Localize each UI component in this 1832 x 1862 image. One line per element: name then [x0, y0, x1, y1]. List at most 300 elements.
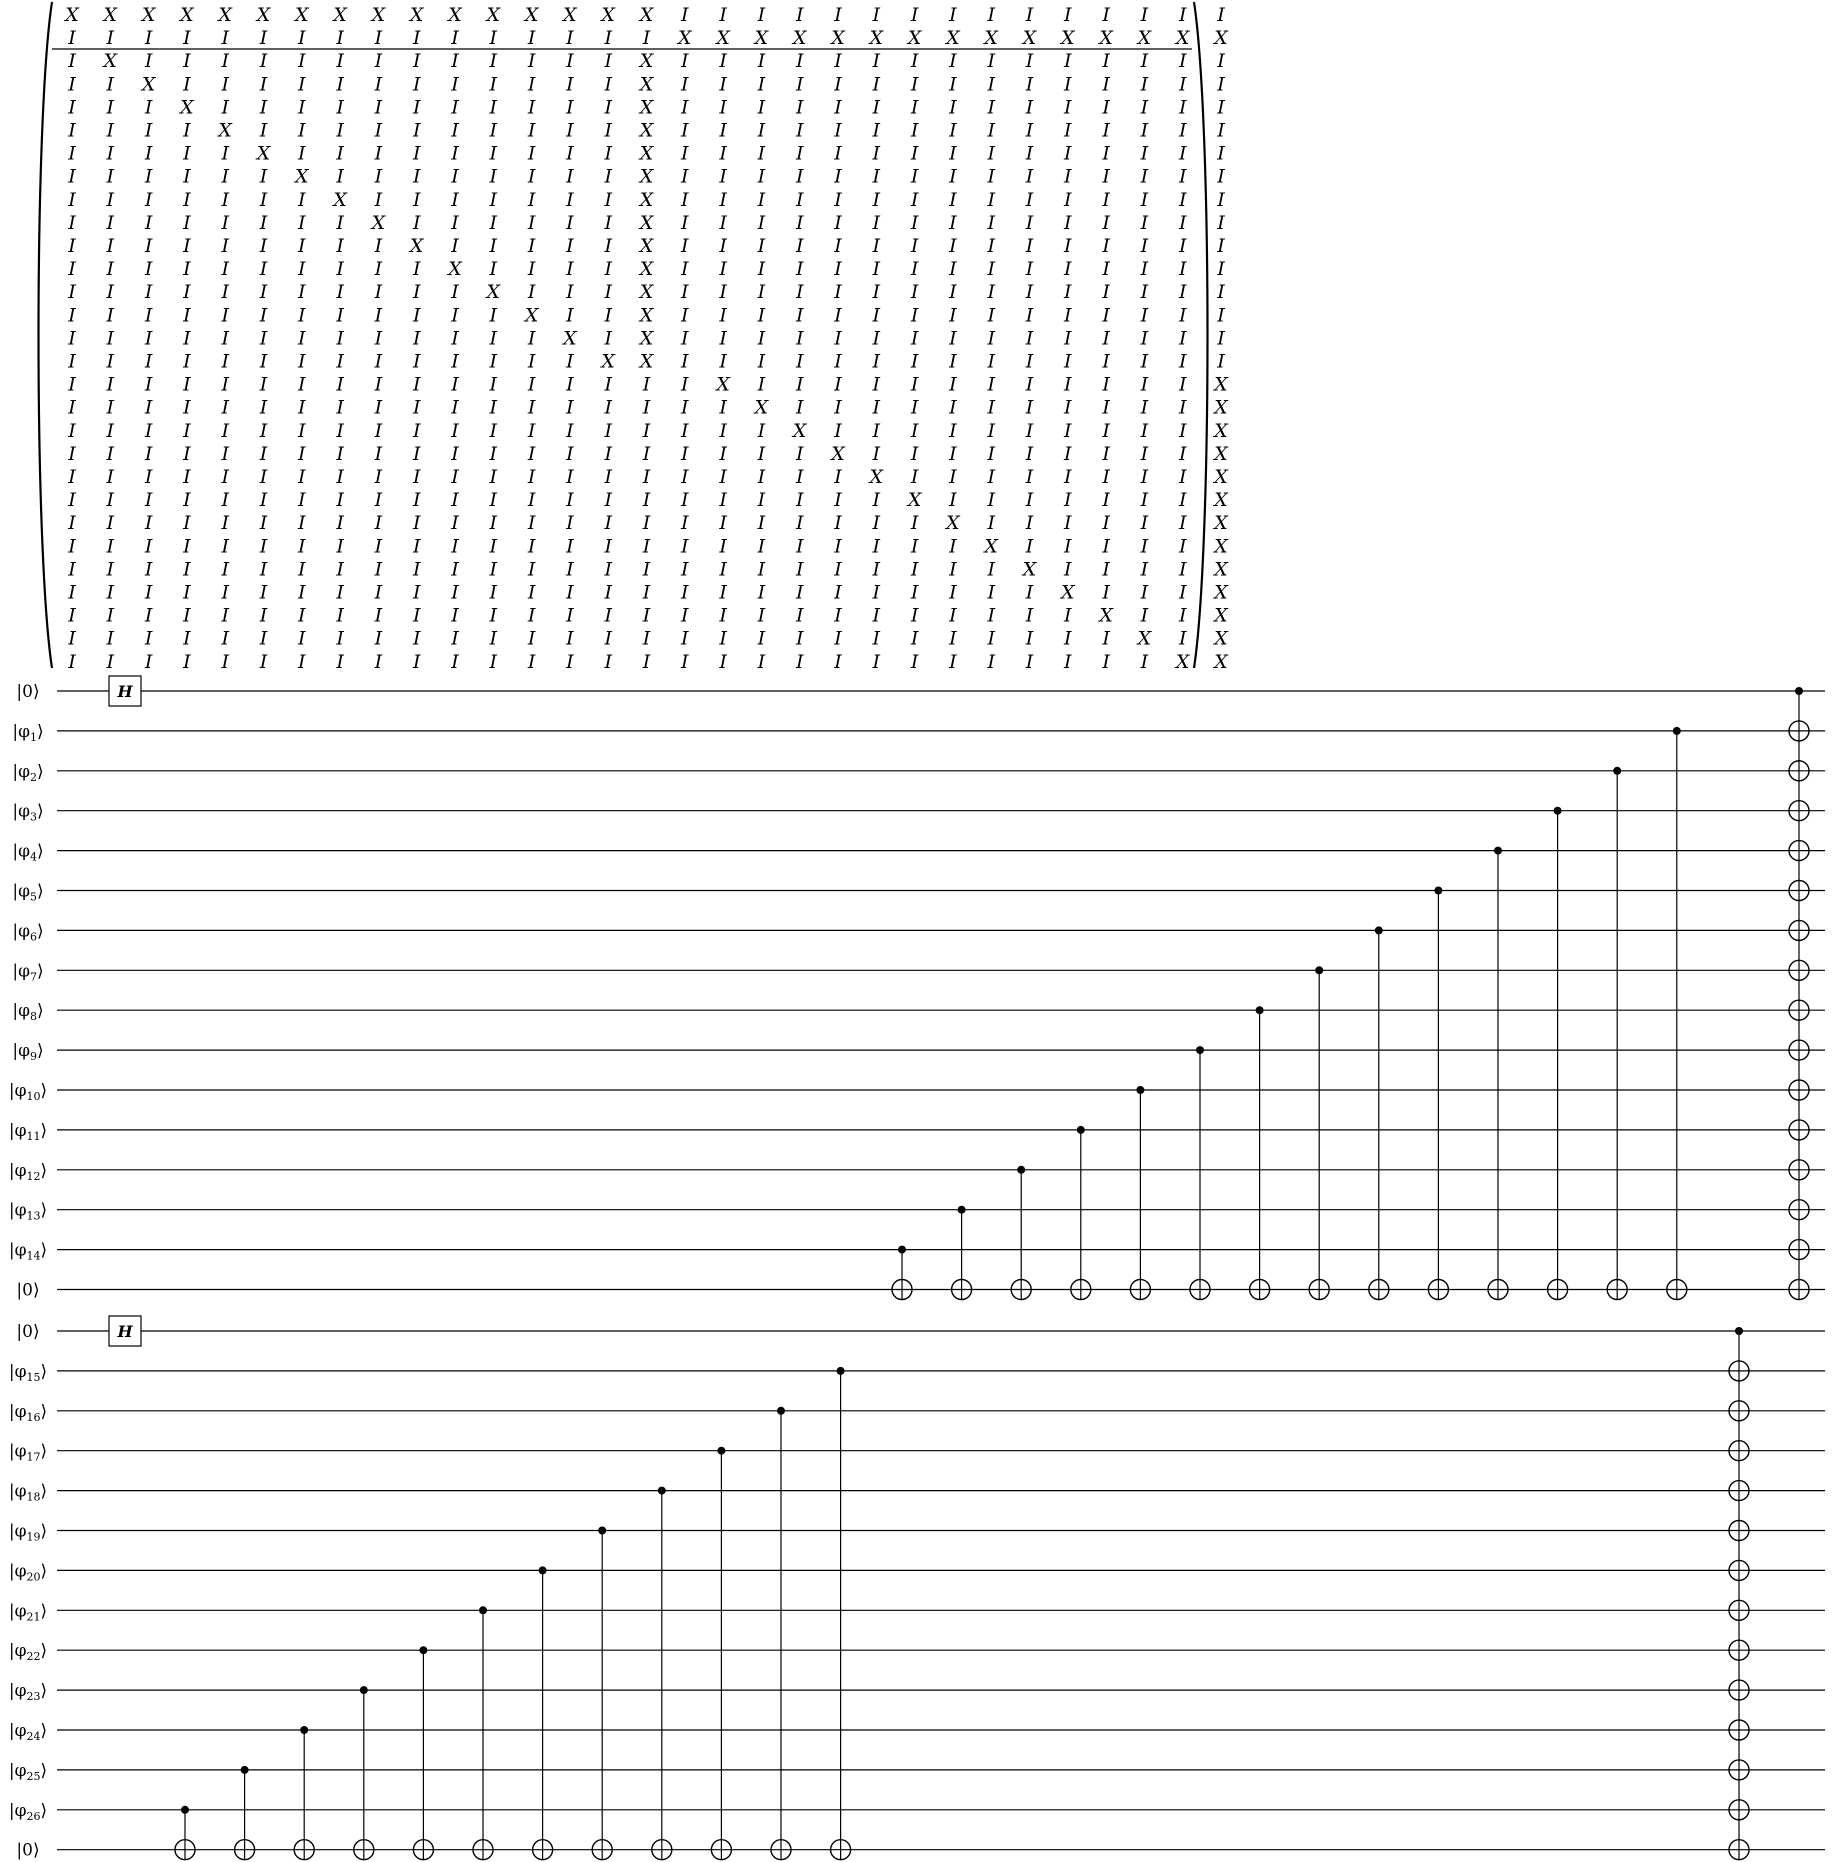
- matrix-cell: I: [681, 235, 689, 257]
- matrix-cell: I: [987, 604, 995, 627]
- control-dot: [1136, 1086, 1144, 1094]
- target-oplus: [1428, 1280, 1448, 1300]
- matrix-cell: I: [451, 211, 459, 234]
- matrix-cell: I: [336, 281, 344, 304]
- matrix-cell: I: [757, 650, 766, 673]
- matrix-cell: I: [987, 235, 995, 257]
- matrix-cell: I: [1140, 558, 1149, 581]
- matrix-cell: I: [527, 535, 536, 558]
- matrix-cell: I: [183, 188, 191, 211]
- matrix-cell: I: [68, 558, 76, 581]
- matrix-cell: I: [183, 235, 191, 257]
- matrix-cell: I: [412, 535, 421, 558]
- matrix-cell: I: [719, 535, 727, 558]
- matrix-cell: I: [1178, 604, 1187, 627]
- matrix-cell: I: [451, 558, 459, 581]
- target-oplus: [1789, 841, 1809, 861]
- qubit-label: $|\varphi_{24}⟩$: [8, 1721, 48, 1743]
- matrix-cell: X: [907, 489, 922, 512]
- matrix-cell: X: [65, 4, 79, 26]
- qubit-label: |0⟩: [16, 1280, 40, 1301]
- matrix-cell: I: [566, 396, 574, 419]
- matrix-cell: I: [795, 119, 804, 142]
- matrix-cell: I: [757, 96, 766, 119]
- matrix-cell: I: [221, 558, 229, 581]
- matrix-cell: I: [451, 27, 459, 50]
- matrix-cell: I: [298, 489, 306, 512]
- matrix-cell: I: [795, 4, 804, 26]
- target-oplus: [1729, 1481, 1749, 1501]
- matrix-cell: I: [183, 627, 191, 650]
- matrix-cell: I: [451, 96, 459, 119]
- matrix-cell: I: [183, 211, 191, 234]
- matrix-cell: X: [371, 4, 386, 26]
- matrix-cell: I: [757, 604, 766, 627]
- matrix-cell: I: [106, 604, 115, 627]
- matrix-cell: I: [834, 211, 842, 234]
- matrix-cell: I: [834, 188, 842, 211]
- matrix-cell: I: [68, 165, 76, 188]
- cnot-gate: [892, 1246, 912, 1300]
- matrix-cell: I: [144, 96, 153, 119]
- matrix-cell: I: [1025, 442, 1034, 465]
- matrix-cell: I: [527, 466, 536, 488]
- matrix-cell: I: [451, 373, 459, 396]
- matrix-cell: I: [719, 165, 727, 188]
- matrix-cell: I: [834, 581, 842, 604]
- matrix-cell: I: [949, 558, 957, 581]
- matrix-cell: I: [106, 558, 115, 581]
- matrix-cell: I: [489, 512, 498, 535]
- matrix-cell: I: [374, 327, 383, 350]
- matrix-cell: I: [412, 119, 421, 142]
- matrix-cell: I: [757, 350, 766, 373]
- matrix-cell: I: [757, 558, 766, 581]
- matrix-cell: I: [987, 327, 995, 350]
- matrix-cell: I: [1025, 188, 1034, 211]
- matrix-cell: I: [259, 581, 268, 604]
- matrix-cell: I: [489, 442, 498, 465]
- matrix-cell: I: [757, 50, 766, 73]
- qubit-label: |0⟩: [16, 682, 40, 702]
- matrix-cell: X: [333, 188, 347, 211]
- matrix-cell: I: [68, 604, 76, 627]
- matrix-cell: X: [1137, 27, 1152, 50]
- matrix-cell: I: [144, 558, 153, 581]
- cnot-gate: [235, 1766, 255, 1860]
- cnot-gate: [711, 1447, 731, 1860]
- control-dot: [1196, 1046, 1204, 1054]
- matrix-cell: I: [604, 558, 612, 581]
- matrix-cell: I: [910, 50, 919, 73]
- matrix-cell: I: [1025, 165, 1034, 188]
- matrix-cell: X: [1214, 373, 1228, 396]
- matrix-cell: I: [566, 512, 574, 535]
- matrix-cell: I: [566, 350, 574, 373]
- matrix-cell: I: [183, 258, 191, 281]
- target-oplus: [592, 1840, 612, 1860]
- matrix-cell: I: [259, 535, 268, 558]
- matrix-cell: I: [1025, 650, 1034, 673]
- matrix-cell: I: [1140, 4, 1149, 26]
- matrix-cell: I: [221, 327, 229, 350]
- cnot-gate: [1428, 887, 1448, 1300]
- matrix-cell: I: [451, 50, 459, 73]
- matrix-cell: I: [910, 235, 919, 257]
- qubit-label: $|\varphi_1⟩$: [12, 721, 44, 744]
- matrix-cell: I: [987, 558, 995, 581]
- matrix-cell: I: [1025, 281, 1034, 304]
- matrix-cell: I: [795, 304, 804, 327]
- matrix-cell: I: [527, 489, 536, 512]
- matrix-cell: I: [1140, 165, 1149, 188]
- target-oplus: [413, 1840, 433, 1860]
- matrix-cell: I: [1064, 442, 1072, 465]
- matrix-cell: I: [144, 188, 153, 211]
- control-dot: [300, 1726, 308, 1734]
- matrix-cell: I: [949, 466, 957, 488]
- matrix-cell: I: [412, 50, 421, 73]
- target-oplus: [1789, 881, 1809, 901]
- matrix-cell: I: [1178, 581, 1187, 604]
- matrix-cell: I: [681, 419, 689, 442]
- matrix-cell: I: [566, 489, 574, 512]
- matrix-cell: I: [221, 304, 229, 327]
- target-oplus: [1309, 1280, 1329, 1300]
- matrix-cell: I: [374, 119, 383, 142]
- matrix-cell: I: [1025, 627, 1034, 650]
- matrix-cell: I: [795, 211, 804, 234]
- control-dot: [479, 1606, 487, 1614]
- matrix-cell: I: [987, 442, 995, 465]
- target-oplus: [1789, 801, 1809, 821]
- target-oplus: [1789, 960, 1809, 980]
- control-dot: [1256, 1006, 1264, 1014]
- matrix-cell: I: [834, 512, 842, 535]
- control-dot: [1494, 847, 1502, 855]
- matrix-cell: I: [795, 142, 804, 165]
- matrix-cell: I: [374, 512, 383, 535]
- matrix-cell: I: [527, 73, 536, 96]
- matrix-cell: I: [298, 558, 306, 581]
- matrix-cell: I: [68, 535, 76, 558]
- matrix-cell: I: [566, 281, 574, 304]
- matrix-cell: I: [221, 442, 229, 465]
- matrix-cell: I: [336, 442, 344, 465]
- matrix-cell: I: [834, 258, 842, 281]
- matrix-cell: I: [183, 512, 191, 535]
- matrix-cell: X: [1214, 650, 1228, 673]
- cnot-gate: [831, 1367, 851, 1860]
- qubit-label: |0⟩: [16, 1840, 40, 1861]
- matrix-cell: I: [987, 373, 995, 396]
- target-oplus: [831, 1840, 851, 1860]
- matrix-cell: I: [374, 650, 383, 673]
- matrix-cell: X: [639, 4, 654, 26]
- matrix-cell: I: [1102, 119, 1110, 142]
- matrix-cell: I: [144, 119, 153, 142]
- matrix-cell: I: [412, 142, 421, 165]
- matrix-cell: X: [1175, 27, 1190, 50]
- matrix-cell: I: [259, 558, 268, 581]
- matrix-cell: I: [221, 396, 229, 419]
- matrix-cell: I: [795, 650, 804, 673]
- control-dot: [1673, 727, 1681, 735]
- matrix-cell: I: [259, 373, 268, 396]
- control-dot: [1017, 1166, 1025, 1174]
- matrix-cell: I: [298, 211, 306, 234]
- control-dot: [1375, 926, 1383, 934]
- matrix-cell: I: [412, 27, 421, 50]
- matrix-cell: I: [68, 512, 76, 535]
- matrix-cell: I: [987, 466, 995, 488]
- matrix-cell: I: [489, 419, 498, 442]
- matrix-cell: I: [1178, 165, 1187, 188]
- matrix-cell: I: [298, 442, 306, 465]
- matrix-cell: I: [451, 419, 459, 442]
- matrix-cell: I: [144, 512, 153, 535]
- matrix-cell: I: [834, 650, 842, 673]
- matrix-cell: I: [1178, 558, 1187, 581]
- matrix-cell: I: [527, 512, 536, 535]
- matrix-cell: I: [604, 304, 612, 327]
- matrix-cell: I: [566, 558, 574, 581]
- matrix-cell: I: [259, 396, 268, 419]
- matrix-cell: I: [681, 281, 689, 304]
- matrix-cell: I: [987, 419, 995, 442]
- matrix-cell: I: [336, 396, 344, 419]
- matrix-cell: I: [834, 489, 842, 512]
- matrix-cell: I: [298, 419, 306, 442]
- matrix-cell: I: [1064, 211, 1072, 234]
- matrix-cell: I: [1064, 281, 1072, 304]
- matrix-cell: X: [869, 466, 884, 488]
- matrix-cell: I: [1064, 96, 1072, 119]
- matrix-cell: I: [757, 4, 766, 26]
- matrix-cell: I: [604, 419, 612, 442]
- matrix-cell: I: [527, 650, 536, 673]
- matrix-cell: X: [409, 4, 424, 26]
- target-oplus: [354, 1840, 374, 1860]
- matrix-cell: X: [639, 350, 654, 373]
- matrix-cell: I: [910, 373, 919, 396]
- matrix-cell: I: [298, 188, 306, 211]
- matrix-cell: I: [374, 281, 383, 304]
- matrix-cell: I: [489, 142, 498, 165]
- matrix-cell: X: [486, 281, 501, 304]
- matrix-cell: I: [949, 211, 957, 234]
- matrix-cell: I: [106, 281, 115, 304]
- matrix-cell: I: [374, 304, 383, 327]
- matrix-cell: I: [642, 581, 651, 604]
- matrix-cell: I: [412, 96, 421, 119]
- matrix-cell: I: [1178, 119, 1187, 142]
- matrix-cell: I: [681, 650, 689, 673]
- matrix-cell: I: [298, 535, 306, 558]
- matrix-cell: X: [295, 4, 309, 26]
- matrix-cell: I: [949, 442, 957, 465]
- matrix-cell: I: [949, 350, 957, 373]
- target-oplus: [473, 1840, 493, 1860]
- matrix-cell: X: [1175, 650, 1190, 673]
- matrix-cell: I: [68, 350, 76, 373]
- matrix-cell: I: [221, 188, 229, 211]
- matrix-cell: I: [374, 188, 383, 211]
- matrix-cell: I: [795, 512, 804, 535]
- matrix-cell: I: [489, 535, 498, 558]
- matrix-cell: I: [719, 211, 727, 234]
- matrix-cell: I: [642, 396, 651, 419]
- matrix-cell: I: [144, 304, 153, 327]
- matrix-cell: I: [834, 4, 842, 26]
- matrix-cell: I: [1064, 419, 1072, 442]
- matrix-cell: X: [218, 4, 232, 26]
- matrix-cell: I: [949, 73, 957, 96]
- matrix-cell: I: [336, 512, 344, 535]
- matrix-cell: I: [987, 489, 995, 512]
- cnot-gate: [473, 1606, 493, 1859]
- matrix-cell: I: [1102, 235, 1110, 257]
- matrix-cell: I: [1178, 350, 1187, 373]
- matrix-cell: I: [259, 350, 268, 373]
- hadamard-gate: [109, 1316, 141, 1346]
- matrix-cell: I: [451, 119, 459, 142]
- matrix-cell: I: [1140, 650, 1149, 673]
- circuit-block-1: [9, 676, 1825, 1301]
- cnot-gate: [413, 1646, 433, 1860]
- matrix-cell: I: [144, 466, 153, 488]
- matrix-cell: I: [604, 512, 612, 535]
- matrix-cell: I: [259, 188, 268, 211]
- matrix-cell: I: [1025, 512, 1034, 535]
- matrix-cell: I: [1140, 73, 1149, 96]
- control-dot: [1795, 687, 1803, 695]
- matrix-cell: X: [1022, 558, 1037, 581]
- matrix-cell: I: [757, 373, 766, 396]
- matrix-cell: I: [757, 211, 766, 234]
- matrix-cell: I: [527, 350, 536, 373]
- target-oplus: [235, 1840, 255, 1860]
- matrix-cell: I: [489, 258, 498, 281]
- matrix-cell: I: [1178, 188, 1187, 211]
- qubit-label: $|\varphi_3⟩$: [12, 801, 44, 824]
- matrix-cell: I: [1140, 604, 1149, 627]
- matrix-cell: I: [1064, 304, 1072, 327]
- matrix-cell: I: [604, 96, 612, 119]
- matrix-cell: I: [527, 581, 536, 604]
- matrix-cell: X: [946, 512, 960, 535]
- matrix-cell: I: [872, 258, 881, 281]
- matrix-cell: I: [451, 350, 459, 373]
- matrix-cell: I: [106, 650, 115, 673]
- matrix-cell: X: [639, 50, 654, 73]
- target-oplus: [1729, 1401, 1749, 1421]
- matrix-cell: I: [298, 27, 306, 50]
- matrix-cell: I: [221, 73, 229, 96]
- cnot-gate: [1667, 727, 1687, 1300]
- matrix-cell: I: [527, 419, 536, 442]
- matrix-cell: I: [566, 650, 574, 673]
- matrix-cell: I: [336, 650, 344, 673]
- target-oplus: [771, 1840, 791, 1860]
- target-oplus: [1729, 1361, 1749, 1381]
- matrix-cell: X: [639, 165, 654, 188]
- matrix-cell: I: [949, 627, 957, 650]
- matrix-cell: I: [949, 535, 957, 558]
- matrix-cell: I: [106, 258, 115, 281]
- matrix-cell: I: [1217, 211, 1225, 234]
- qubit-label: $|\varphi_{15}⟩$: [8, 1361, 48, 1384]
- qubit-label: $|\varphi_8⟩$: [12, 1001, 44, 1024]
- matrix-cell: I: [527, 281, 536, 304]
- cnot-gate: [1369, 926, 1389, 1299]
- matrix-cell: I: [527, 442, 536, 465]
- matrix-cell: I: [1140, 512, 1149, 535]
- matrix-cell: I: [144, 604, 153, 627]
- matrix-cell: I: [681, 119, 689, 142]
- matrix-cell: I: [1140, 258, 1149, 281]
- matrix-cell: I: [1102, 581, 1110, 604]
- matrix-cell: I: [1140, 96, 1149, 119]
- matrix-cell: I: [412, 650, 421, 673]
- matrix-cell: I: [949, 396, 957, 419]
- matrix-cell: I: [757, 489, 766, 512]
- control-dot: [1315, 966, 1323, 974]
- matrix-cell: I: [566, 466, 574, 488]
- cnot-gate: [952, 1206, 972, 1300]
- matrix-cell: I: [1064, 142, 1072, 165]
- matrix-cell: I: [451, 142, 459, 165]
- matrix-cell: I: [68, 466, 76, 488]
- target-oplus: [1729, 1521, 1749, 1541]
- matrix-cell: I: [106, 27, 115, 50]
- matrix-cell: I: [1102, 142, 1110, 165]
- matrix-cell: I: [259, 489, 268, 512]
- matrix-cell: I: [719, 512, 727, 535]
- matrix-cell: I: [527, 235, 536, 257]
- matrix-cell: I: [336, 350, 344, 373]
- matrix-cell: I: [183, 119, 191, 142]
- matrix-cell: I: [1178, 304, 1187, 327]
- matrix-cell: I: [642, 512, 651, 535]
- matrix-cell: X: [1214, 581, 1228, 604]
- matrix-cell: I: [106, 304, 115, 327]
- matrix-cell: I: [566, 258, 574, 281]
- matrix-cell: I: [336, 119, 344, 142]
- matrix-cell: I: [374, 50, 383, 73]
- matrix-cell: I: [604, 535, 612, 558]
- matrix-cell: I: [298, 327, 306, 350]
- matrix-cell: I: [910, 165, 919, 188]
- matrix-cell: I: [68, 304, 76, 327]
- matrix-cell: I: [604, 50, 612, 73]
- matrix-cell: I: [298, 350, 306, 373]
- matrix-cell: I: [1064, 512, 1072, 535]
- matrix-cell: I: [106, 396, 115, 419]
- matrix-cell: I: [1217, 4, 1225, 26]
- target-oplus: [1789, 721, 1809, 741]
- qubit-label: $|\varphi_{11}⟩$: [8, 1120, 48, 1143]
- cnot-gate: [175, 1806, 195, 1860]
- matrix-cell: I: [949, 419, 957, 442]
- matrix-cell: I: [910, 627, 919, 650]
- matrix-cell: I: [757, 235, 766, 257]
- matrix-cell: I: [298, 50, 306, 73]
- matrix-cell: I: [719, 466, 727, 488]
- matrix-cell: I: [1064, 396, 1072, 419]
- matrix-cell: X: [524, 304, 539, 327]
- matrix-cell: X: [754, 27, 769, 50]
